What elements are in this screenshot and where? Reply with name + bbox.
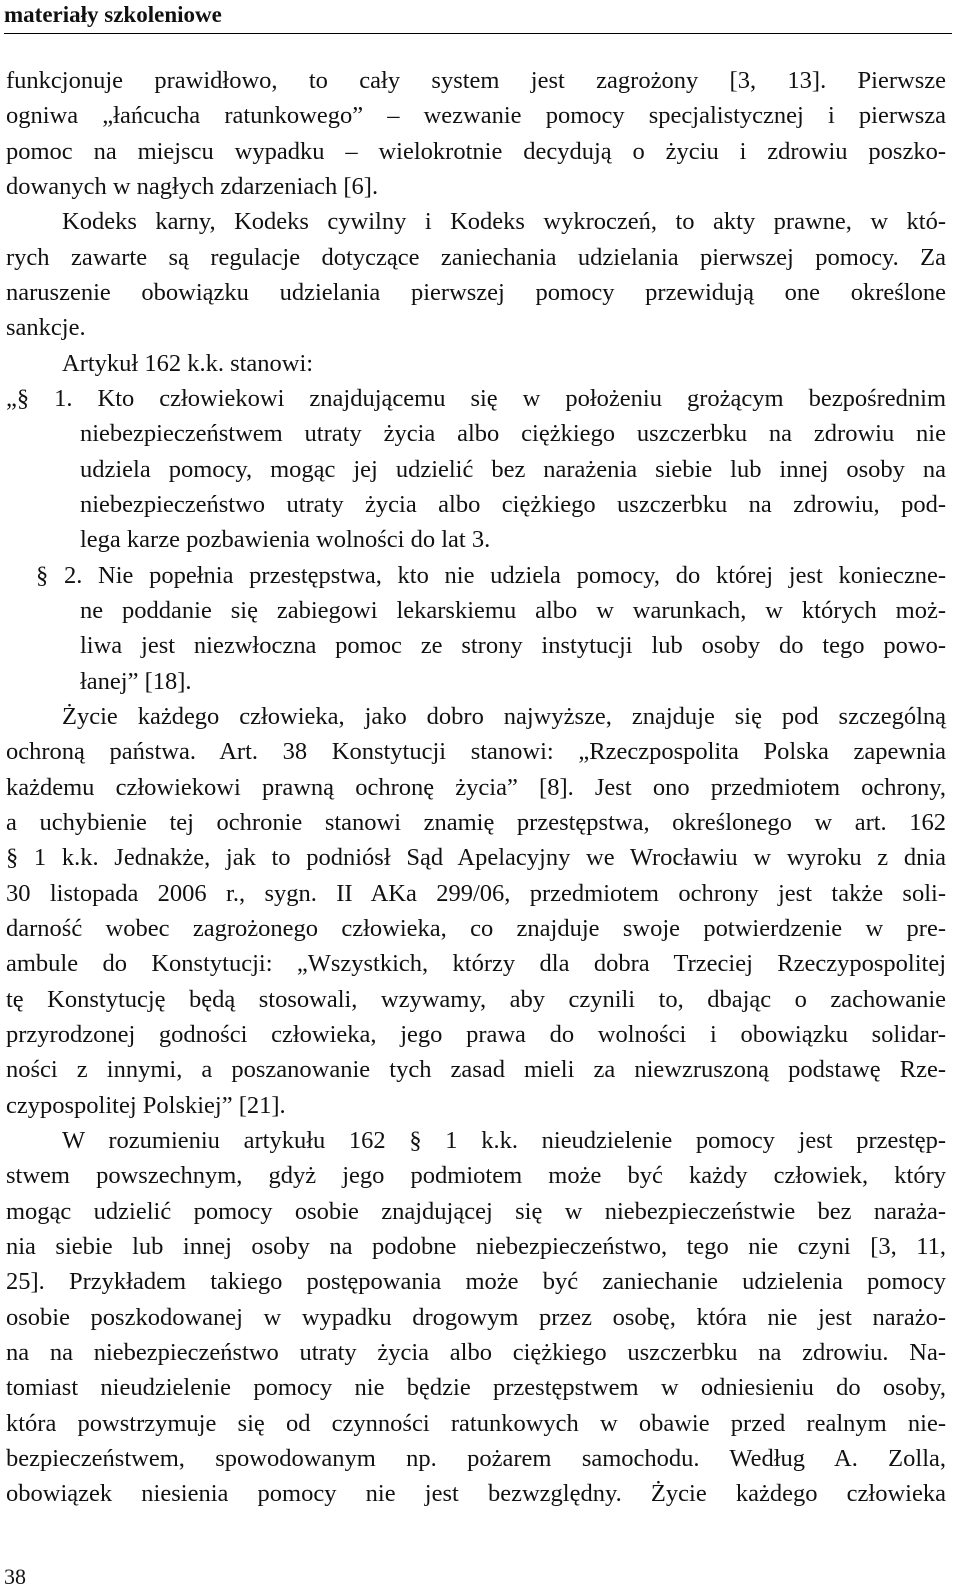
quote-line: udziela pomocy, mogąc jej udzielić bez narażenia siebie lub innej osoby na	[80, 456, 946, 483]
text-line: nia siebie lub innej osoby na podobne niebezpieczeństwo, tego nie czyni [3, 11,	[6, 1233, 946, 1260]
running-header	[4, 0, 952, 34]
text-line: ności z innymi, a poszanowanie tych zasad mieli za niewzruszoną podstawę Rze-	[6, 1056, 946, 1083]
text-line: tomiast nieudzielenie pomocy nie będzie przestępstwem w odniesieniu do osoby,	[6, 1374, 946, 1401]
page-number: 38	[4, 1564, 26, 1589]
text-line: każdemu człowiekowi prawną ochronę życia” [8]. Jest ono przedmiotem ochrony,	[6, 774, 946, 801]
text-line: mogąc udzielić pomocy osobie znajdującej się w niebezpieczeństwie bez naraża-	[6, 1198, 946, 1225]
text-line: stwem powszechnym, gdyż jego podmiotem może być każdy człowiek, który	[6, 1162, 946, 1189]
text-line: przyrodzonej godności człowieka, jego prawa do wolności i obowiązku solidar-	[6, 1021, 946, 1048]
text-line: 25]. Przykładem takiego postępowania może być zaniechanie udzielenia pomocy	[6, 1268, 946, 1295]
text-line: pomoc na miejscu wypadku – wielokrotnie decydują o życiu i zdrowiu poszko-	[6, 138, 946, 165]
quote-line: lega karze pozbawienia wolności do lat 3.	[80, 526, 491, 553]
text-line: na na niebezpieczeństwo utraty życia albo ciężkiego uszczerbku na zdrowiu. Na-	[6, 1339, 946, 1366]
quote-line: liwa jest niezwłoczna pomoc ze strony instytucji lub osoby do tego powo-	[80, 632, 946, 659]
text-line: darność wobec zagrożonego człowieka, co znajduje swoje potwierdzenie w pre-	[6, 915, 946, 942]
text-line: obowiązek niesienia pomocy nie jest bezwzględny. Życie każdego człowieka	[6, 1480, 946, 1507]
text-line: ochroną państwa. Art. 38 Konstytucji stanowi: „Rzeczpospolita Polska zapewnia	[6, 738, 946, 765]
text-line: W rozumieniu artykułu 162 § 1 k.k. nieudzielenie pomocy jest przestęp-	[62, 1127, 946, 1154]
quote-line: „§ 1. Kto człowiekowi znajdującemu się w położeniu grożącym bezpośrednim	[6, 385, 946, 412]
text-line: osobie poszkodowanej w wypadku drogowym przez osobę, która nie jest narażo-	[6, 1304, 946, 1331]
text-line: funkcjonuje prawidłowo, to cały system jest zagrożony [3, 13]. Pierwsze	[6, 67, 946, 94]
text-line: dowanych w nagłych zdarzeniach [6].	[6, 173, 379, 200]
quote-line: łanej” [18].	[80, 668, 192, 695]
text-line: sankcje.	[6, 314, 86, 341]
text-line: tę Konstytucję będą stosowali, wzywamy, aby czynili to, dbając o zachowanie	[6, 986, 946, 1013]
text-line: naruszenie obowiązku udzielania pierwszej pomocy przewidują one określone	[6, 279, 946, 306]
quote-line: § 2. Nie popełnia przestępstwa, kto nie udziela pomocy, do której jest konieczne-	[36, 562, 946, 589]
text-line: Kodeks karny, Kodeks cywilny i Kodeks wykroczeń, to akty prawne, w któ-	[62, 208, 946, 235]
quote-line: niebezpieczeństwo utraty życia albo ciężkiego uszczerbku na zdrowiu, pod-	[80, 491, 946, 518]
text-line: 30 listopada 2006 r., sygn. II AKa 299/06, przedmiotem ochrony jest także soli-	[6, 880, 946, 907]
text-line: czypospolitej Polskiej” [21].	[6, 1092, 286, 1119]
text-line: bezpieczeństwem, spowodowanym np. pożarem samochodu. Według A. Zolla,	[6, 1445, 946, 1472]
text-line: rych zawarte są regulacje dotyczące zaniechania udzielania pierwszej pomocy. Za	[6, 244, 946, 271]
text-line: Życie każdego człowieka, jako dobro najwyższe, znajduje się pod szczególną	[62, 703, 946, 730]
text-line: Artykuł 162 k.k. stanowi:	[62, 350, 314, 377]
text-line: ambule do Konstytucji: „Wszystkich, którzy dla dobra Trzeciej Rzeczypospolitej	[6, 950, 946, 977]
text-line: a uchybienie tej ochronie stanowi znamię przestępstwa, określonego w art. 162	[6, 809, 946, 836]
section-title: materiały szkoleniowe	[4, 2, 222, 27]
quote-line: ne poddanie się zabiegowi lekarskiemu albo w warunkach, w których moż-	[80, 597, 946, 624]
text-line: § 1 k.k. Jednakże, jak to podniósł Sąd Apelacyjny we Wrocławiu w wyroku z dnia	[6, 844, 946, 871]
text-line: ogniwa „łańcucha ratunkowego” – wezwanie pomocy specjalistycznej i pierwsza	[6, 102, 946, 129]
quote-line: niebezpieczeństwem utraty życia albo ciężkiego uszczerbku na zdrowiu nie	[80, 420, 946, 447]
text-line: która powstrzymuje się od czynności ratunkowych w obawie przed realnym nie-	[6, 1410, 946, 1437]
